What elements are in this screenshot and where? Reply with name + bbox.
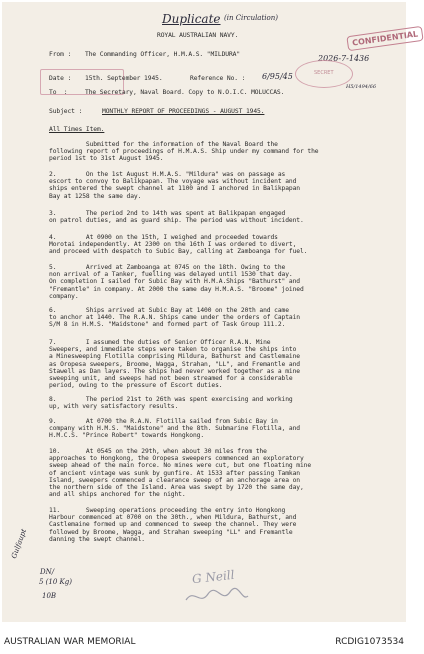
- margin-note-3: 5 (10 Kg): [39, 578, 72, 586]
- to-label: To :: [49, 89, 68, 96]
- footer-source: AUSTRALIAN WAR MEMORIAL: [4, 637, 136, 647]
- paragraph-1: Submitted for the information of the Naval Board the following report of proceedings of H.M.A.S. Ship under my command for the period 1st to 31st August 1945.: [49, 141, 319, 163]
- reference-label: Reference No. :: [190, 75, 246, 82]
- date-label: Date :: [49, 75, 72, 82]
- handwritten-ref-small: H5/1494/66: [346, 84, 376, 90]
- document-page: [2, 2, 419, 622]
- secret-stamp: [295, 60, 353, 88]
- confidential-stamp: CONFIDENTIAL: [346, 26, 424, 51]
- paragraph-6: 6. Ships arrived at Subic Bay at 1400 on the 20th and came to anchor at 1440. The R.A.N. Ships came under the orders of Captain S/M 8 in H.M.S. "Maidstone" and formed part of Task Group 111.2.: [49, 307, 300, 329]
- handwritten-title: Duplicate: [162, 12, 221, 26]
- from-label: From :: [49, 51, 72, 58]
- paragraph-9: 9. At 0700 the R.A.N. Flotilla sailed from Subic Bay in company with H.M.S. "Maidstone" and the 8th. Submarine Flotilla, and H.M.C.S. "Prince Robert" towards Hongkong.: [49, 418, 300, 440]
- document-heading: ROYAL AUSTRALIAN NAVY.: [157, 32, 239, 39]
- archive-footer: [0, 634, 408, 654]
- paragraph-10: 10. At 0545 on the 29th, when about 30 miles from the approaches to Hongkong, the Oropesa sweepers commenced an exploratory sweep ahead of the main force. No mines were cut, but one floating mine of ancient vintage was sunk by gunfire. At 1533 after passing Tamkan Island, sweepers commenced a clearance sweep of an anchorage area on the northern side of the Island. Area was swept by 1720 the same day, and all ships anchored for the night.: [49, 448, 312, 499]
- handwritten-note: (in Circulation): [224, 14, 278, 22]
- paragraph-2: 2. On the 1st August H.M.A.S. "Mildura" was on passage as escort to convoy to Balikpapan. The voyage was without incident and ships entered the swept channel at 1100 and I anchored in Balikpapan Bay at 1258 the same day.: [49, 171, 300, 200]
- secret-stamp-label: SECRET: [314, 70, 334, 76]
- paragraph-8: 8. The period 21st to 26th was spent exercising and working up, with very satisfactory results.: [49, 396, 293, 411]
- subject-text: MONTHLY REPORT OF PROCEEDINGS - AUGUST 1945.: [102, 108, 265, 115]
- margin-note-4: 10B: [42, 592, 57, 600]
- paragraph-4: 4. At 0900 on the 15th, I weighed and proceeded towards Morotai independently. At 2300 on the 16th I was ordered to divert, and proceed with despatch to Subic Bay, calling at Zamboanga for fuel.: [49, 234, 308, 256]
- subject-label: Subject :: [49, 108, 83, 115]
- date-text: 15th. September 1945.: [85, 75, 163, 82]
- reference-number: 6/95/45: [262, 72, 293, 81]
- paragraph-5: 5. Arrived at Zamboanga at 0745 on the 18th. Owing to the non arrival of a Tanker, fuelling was delayed until 1530 that day. On completion I sailed for Subic Bay with H.M.A.Ships "Bathurst" and "Fremantle" in company. At 2000 the same day H.M.A.S. "Broome" joined company.: [49, 264, 304, 300]
- all-times-note: All Times Item.: [49, 126, 105, 133]
- footer-id: RCDIG1073534: [335, 637, 404, 647]
- handwritten-ref-number: 2026-7-1436: [318, 54, 370, 63]
- from-text: The Commanding Officer, H.M.A.S. "MILDURA": [85, 51, 241, 58]
- paragraph-3: 3. The period 2nd to 14th was spent at Balikpapan engaged on patrol duties, and as guard ship. The period was without incident.: [49, 210, 304, 225]
- signature-scribble: [182, 582, 252, 610]
- signature: G Neill: [191, 567, 236, 587]
- margin-note-1: Gulfaupt: [10, 527, 29, 560]
- to-text: The Secretary, Naval Board. Copy to N.O.I.C. MOLUCCAS.: [85, 89, 285, 96]
- paragraph-11: 11. Sweeping operations proceeding the entry into Hongkong Harbour commenced at 0700 on the 30th., when Mildura, Bathurst, and Castlemaine formed up and commenced to sweep the channel. They were followed by Broome, Wagga, and Strahan sweeping "LL" and Fremantle danning the swept channel.: [49, 507, 297, 543]
- paragraph-7: 7. I assumed the duties of Senior Officer R.A.N. Mine Sweepers, and immediate steps were taken to organise the ships into a Minesweeping Flotilla comprising Mildura, Bathurst and Castlemaine as Oropesa sweepers, Broome, Wagga, Strahan, "LL", and Fremantle and Stawell as Dan layers. The ships had never worked together as a mine sweeping unit, and sweeps had not been streamed for a considerable period, owing to the pressure of Escort duties.: [49, 339, 300, 390]
- margin-note-2: DN/: [40, 568, 55, 576]
